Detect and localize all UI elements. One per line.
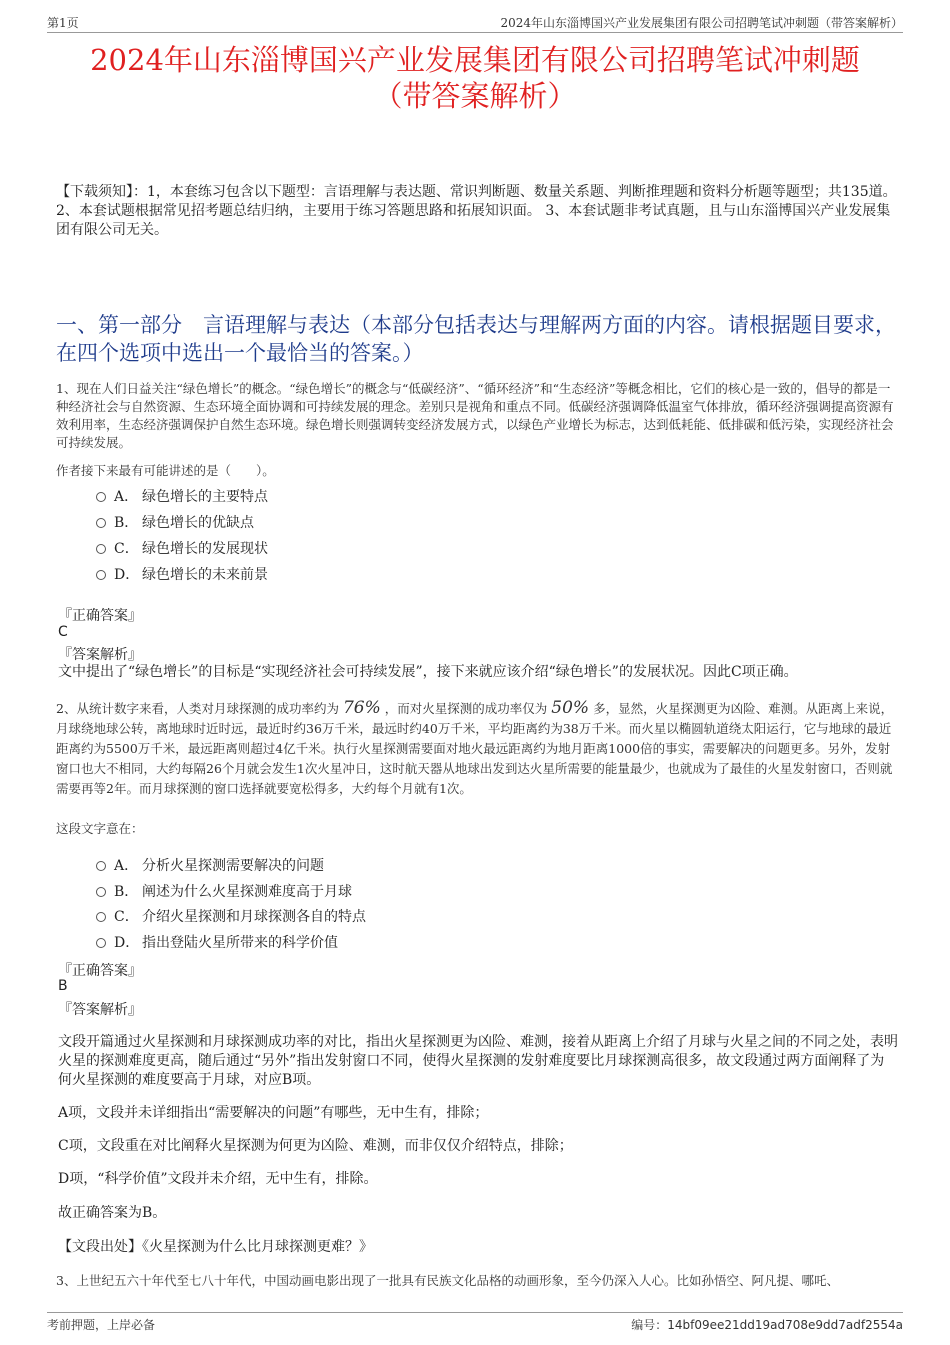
q2-source: 【文段出处】《火星探测为什么比月球探测更难？》 — [58, 1239, 373, 1255]
q1-answer: C — [58, 624, 68, 640]
section-title: 一、第一部分 言语理解与表达（本部分包括表达与理解两方面的内容。请根据题目要求，在四个选项中选出一个最恰当的答案。） — [56, 313, 896, 365]
q1-correct-answer-label: 『正确答案』 — [58, 608, 142, 624]
header-doc-title: 2024年山东淄博国兴产业发展集团有限公司招聘笔试冲刺题（带答案解析） — [500, 16, 903, 30]
q2-explain-d: D项，“科学价值”文段并未介绍，无中生有，排除。 — [58, 1171, 378, 1187]
q2-conclusion: 故正确答案为B。 — [58, 1205, 167, 1221]
page-footer — [47, 1312, 903, 1333]
q1-option-a[interactable]: A． 绿色增长的主要特点 — [96, 486, 268, 506]
q2-analysis: 文段开篇通过火星探测和月球探测成功率的对比，指出火星探测更为凶险、难测，接着从距离上介绍了月球与火星之间的不同之处，表明火星的探测难度更高，随后通过“另外”指出发射窗口不同，使得火星探测的发射难度要比月球探测高很多，故文段通过两方面阐释了为何火星探测的难度要高于月球，对应B项。 — [58, 1034, 898, 1088]
page-header — [47, 14, 903, 33]
q2-analysis-label: 『答案解析』 — [58, 1002, 142, 1018]
radio-icon[interactable] — [96, 887, 106, 897]
radio-icon[interactable] — [96, 492, 106, 502]
q2-option-c[interactable]: C． 介绍火星探测和月球探测各自的特点 — [96, 906, 366, 926]
q1-analysis-label: 『答案解析』 — [58, 647, 142, 663]
footer-slogan: 考前押题，上岸必备 — [47, 1318, 156, 1332]
radio-icon[interactable] — [96, 938, 106, 948]
footer-code: 编号：14bf09ee21dd19ad708e9dd7adf2554a — [631, 1318, 903, 1332]
q2-option-a[interactable]: A． 分析火星探测需要解决的问题 — [96, 855, 324, 875]
q2-explain-a: A项，文段并未详细指出“需要解决的问题”有哪些，无中生有，排除； — [58, 1105, 489, 1121]
q3-stem: 3、上世纪五六十年代至七八十年代，中国动画电影出现了一批具有民族文化品格的动画形象，至今仍深入人心。比如孙悟空、阿凡提、哪吒、 — [56, 1273, 839, 1288]
radio-icon[interactable] — [96, 518, 106, 528]
document-title — [30, 42, 920, 114]
q2-option-b[interactable]: B． 阐述为什么火星探测难度高于月球 — [96, 881, 352, 901]
q2-explain-c: C项，文段重在对比阐释火星探测为何更为凶险、难测，而非仅仅介绍特点，排除； — [58, 1138, 573, 1154]
title-line-1: 2024年山东淄博国兴产业发展集团有限公司招聘笔试冲刺题 — [90, 43, 860, 77]
q2-moon-rate: 76% — [342, 698, 381, 718]
title-line-2: （带答案解析） — [373, 79, 577, 113]
q1-option-b[interactable]: B． 绿色增长的优缺点 — [96, 512, 254, 532]
q2-mars-rate: 50% — [551, 698, 590, 718]
page-number: 第1页 — [47, 16, 79, 30]
q2-answer: B — [58, 978, 68, 994]
q2-stem: 2、从统计数字来看，人类对月球探测的成功率约为 76% ，而对火星探测的成功率仅为 50% 多，显然，火星探测更为凶险、难测。从距离上来说，月球绕地球公转，离地球时近时远，最近时约36万千米，最远时约40万千米，平均距离约为38万千米。而火星以椭圆轨道绕太阳运行，它与地球的最近距离约为5500万千米，最远距离则超过4亿千米。执行火星探测需要面对地火最远距离约为地月距离1000倍的事实，需要解决的问题更多。另外，发射窗口也大不相同，大约每隔26个月就会发生1次火星冲日，这时航天器从地球出发到达火星所需要的能量最少，也就成为了最佳的火星发射窗口，否则就需要再等2年。而月球探测的窗口选择就要宽松得多，大约每个月就有1次。 — [56, 698, 894, 796]
q1-stem: 1、现在人们日益关注“绿色增长”的概念。“绿色增长”的概念与“低碳经济”、“循环经济”和“生态经济”等概念相比，它们的核心是一致的，倡导的都是一种经济社会与自然资源、生态环境全面协调和可持续发展的理念。差别只是视角和重点不同。低碳经济强调降低温室气体排放，循环经济强调提高资源有效利用率，生态经济强调保护自然生态环境。绿色增长则强调转变经济发展方式，以绿色产业增长为标志，达到低耗能、低排碳和低污染，实现经济社会可持续发展。 — [56, 381, 894, 450]
radio-icon[interactable] — [96, 861, 106, 871]
radio-icon[interactable] — [96, 912, 106, 922]
q2-question: 这段文字意在： — [56, 821, 144, 836]
q1-option-d[interactable]: D． 绿色增长的未来前景 — [96, 564, 268, 584]
q1-option-c[interactable]: C． 绿色增长的发展现状 — [96, 538, 268, 558]
download-notice: 【下载须知】：1，本套练习包含以下题型：言语理解与表达题、常识判断题、数量关系题、判断推理题和资料分析题等题型；共135道。 2、本套试题根据常见招考题总结归纳，主要用于练习答题思路和拓展知识面。 3、本套试题非考试真题，且与山东淄博国兴产业发展集团有限公司无关。 — [56, 184, 897, 238]
q1-analysis: 文中提出了“绿色增长”的目标是“实现经济社会可持续发展”，接下来就应该介绍“绿色增长”的发展状况。因此C项正确。 — [58, 664, 798, 680]
radio-icon[interactable] — [96, 544, 106, 554]
radio-icon[interactable] — [96, 570, 106, 580]
q2-option-d[interactable]: D． 指出登陆火星所带来的科学价值 — [96, 932, 338, 952]
q2-correct-answer-label: 『正确答案』 — [58, 963, 142, 979]
q1-question: 作者接下来最有可能讲述的是（ ）。 — [56, 463, 275, 478]
